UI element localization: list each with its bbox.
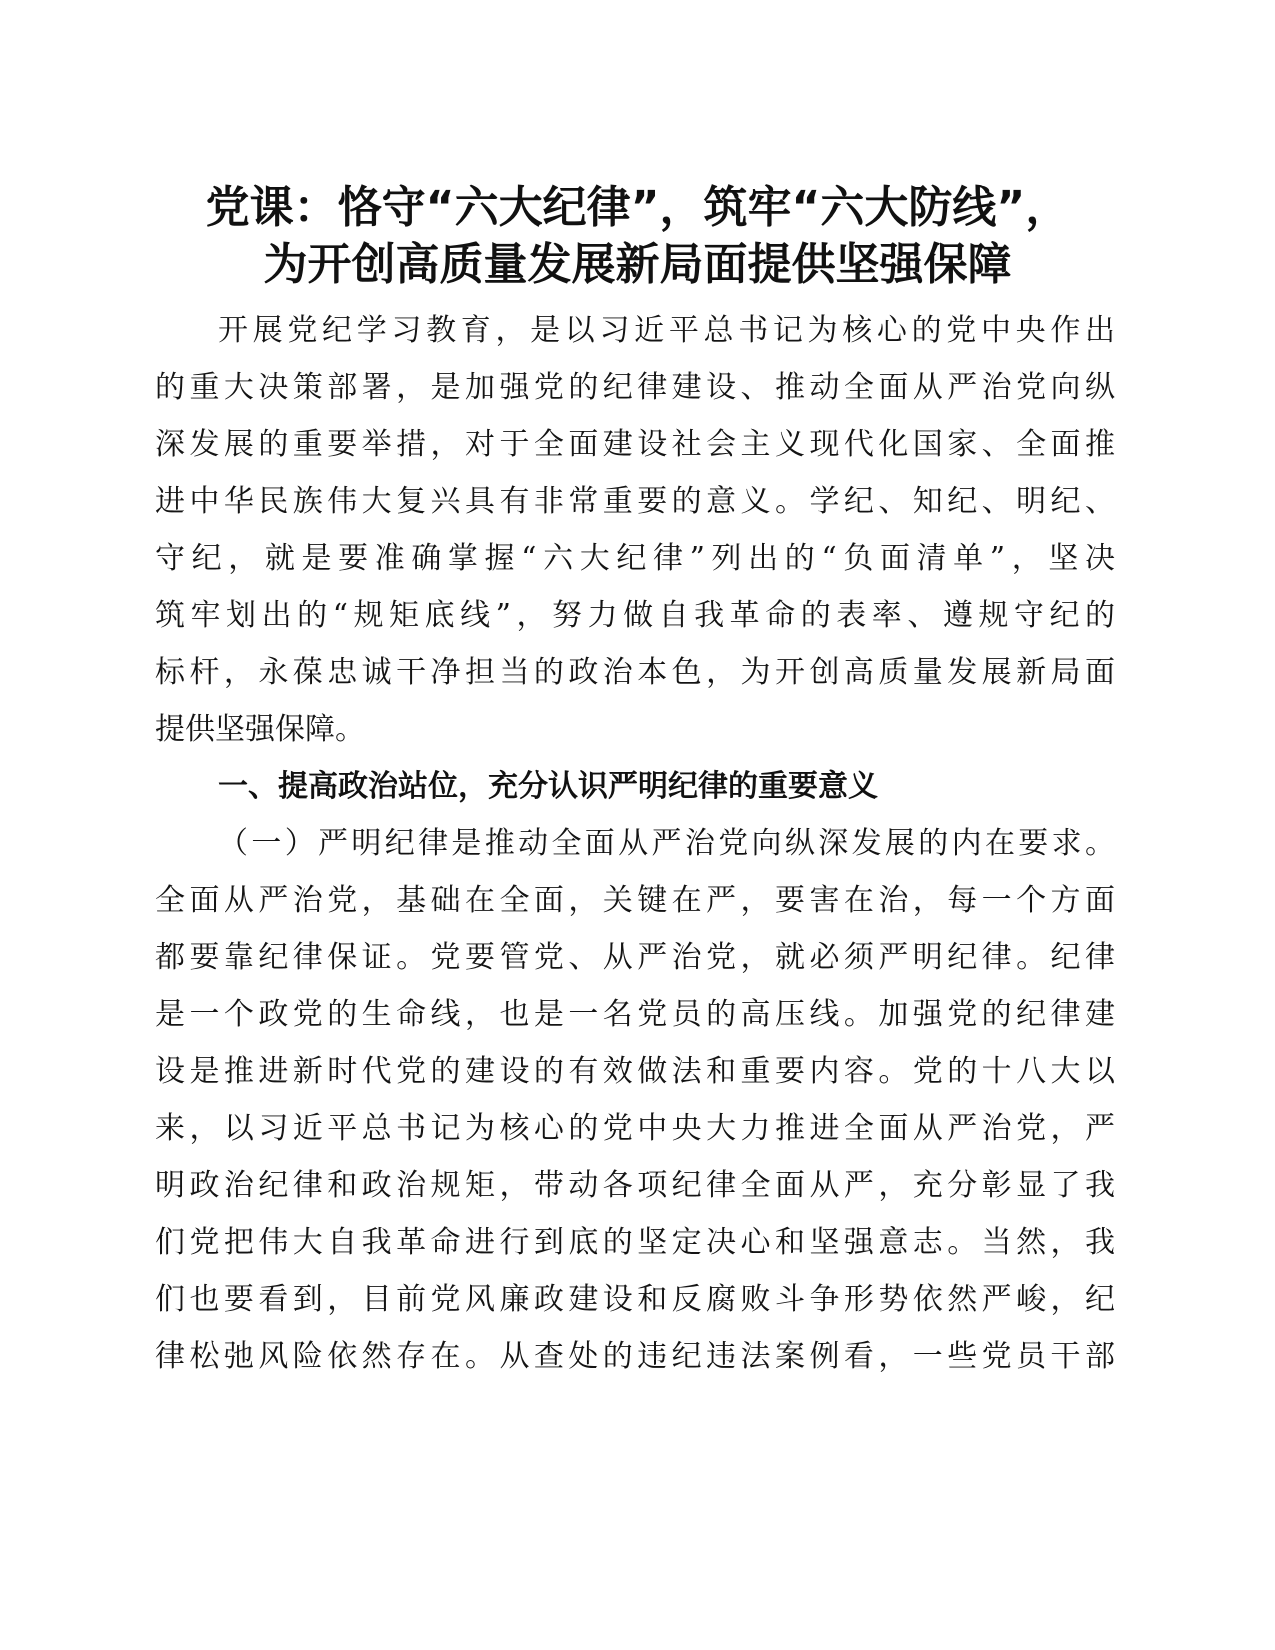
intro-line: 进中华民族伟大复兴具有非常重要的意义。学纪、知纪、明纪、 [155, 484, 1115, 519]
section-line: （一）严明纪律是推动全面从严治党向纵深发展的内在要求。 [218, 826, 1115, 861]
section-heading: 一、提高政治站位，充分认识严明纪律的重要意义 [218, 769, 878, 804]
section-line: 全面从严治党，基础在全面，关键在严，要害在治，每一个方面 [155, 883, 1115, 918]
intro-line: 开展党纪学习教育，是以习近平总书记为核心的党中央作出 [218, 313, 1115, 348]
section-line: 明政治纪律和政治规矩，带动各项纪律全面从严，充分彰显了我 [155, 1168, 1115, 1203]
intro-line: 筑牢划出的“规矩底线”，努力做自我革命的表率、遵规守纪的 [155, 598, 1115, 633]
section-line: 们党把伟大自我革命进行到底的坚定决心和坚强意志。当然，我 [155, 1225, 1115, 1260]
section-line: 律松弛风险依然存在。从查处的违纪违法案例看，一些党员干部 [155, 1339, 1115, 1374]
section-line: 都要靠纪律保证。党要管党、从严治党，就必须严明纪律。纪律 [155, 940, 1115, 975]
intro-line: 标杆，永葆忠诚干净担当的政治本色，为开创高质量发展新局面 [155, 655, 1115, 690]
document-title-line-1: 党课：恪守“六大纪律”，筑牢“六大防线”， [205, 182, 1070, 233]
intro-line: 提供坚强保障。 [155, 712, 365, 747]
document-title-line-2: 为开创高质量发展新局面提供坚强保障 [263, 239, 1012, 290]
intro-line: 的重大决策部署，是加强党的纪律建设、推动全面从严治党向纵 [155, 370, 1115, 405]
section-line: 们也要看到，目前党风廉政建设和反腐败斗争形势依然严峻，纪 [155, 1282, 1115, 1317]
section-line: 来，以习近平总书记为核心的党中央大力推进全面从严治党，严 [155, 1111, 1115, 1146]
intro-line: 守纪，就是要准确掌握“六大纪律”列出的“负面清单”，坚决 [155, 541, 1115, 576]
intro-line: 深发展的重要举措，对于全面建设社会主义现代化国家、全面推 [155, 427, 1115, 462]
section-line: 是一个政党的生命线，也是一名党员的高压线。加强党的纪律建 [155, 997, 1115, 1032]
section-line: 设是推进新时代党的建设的有效做法和重要内容。党的十八大以 [155, 1054, 1115, 1089]
